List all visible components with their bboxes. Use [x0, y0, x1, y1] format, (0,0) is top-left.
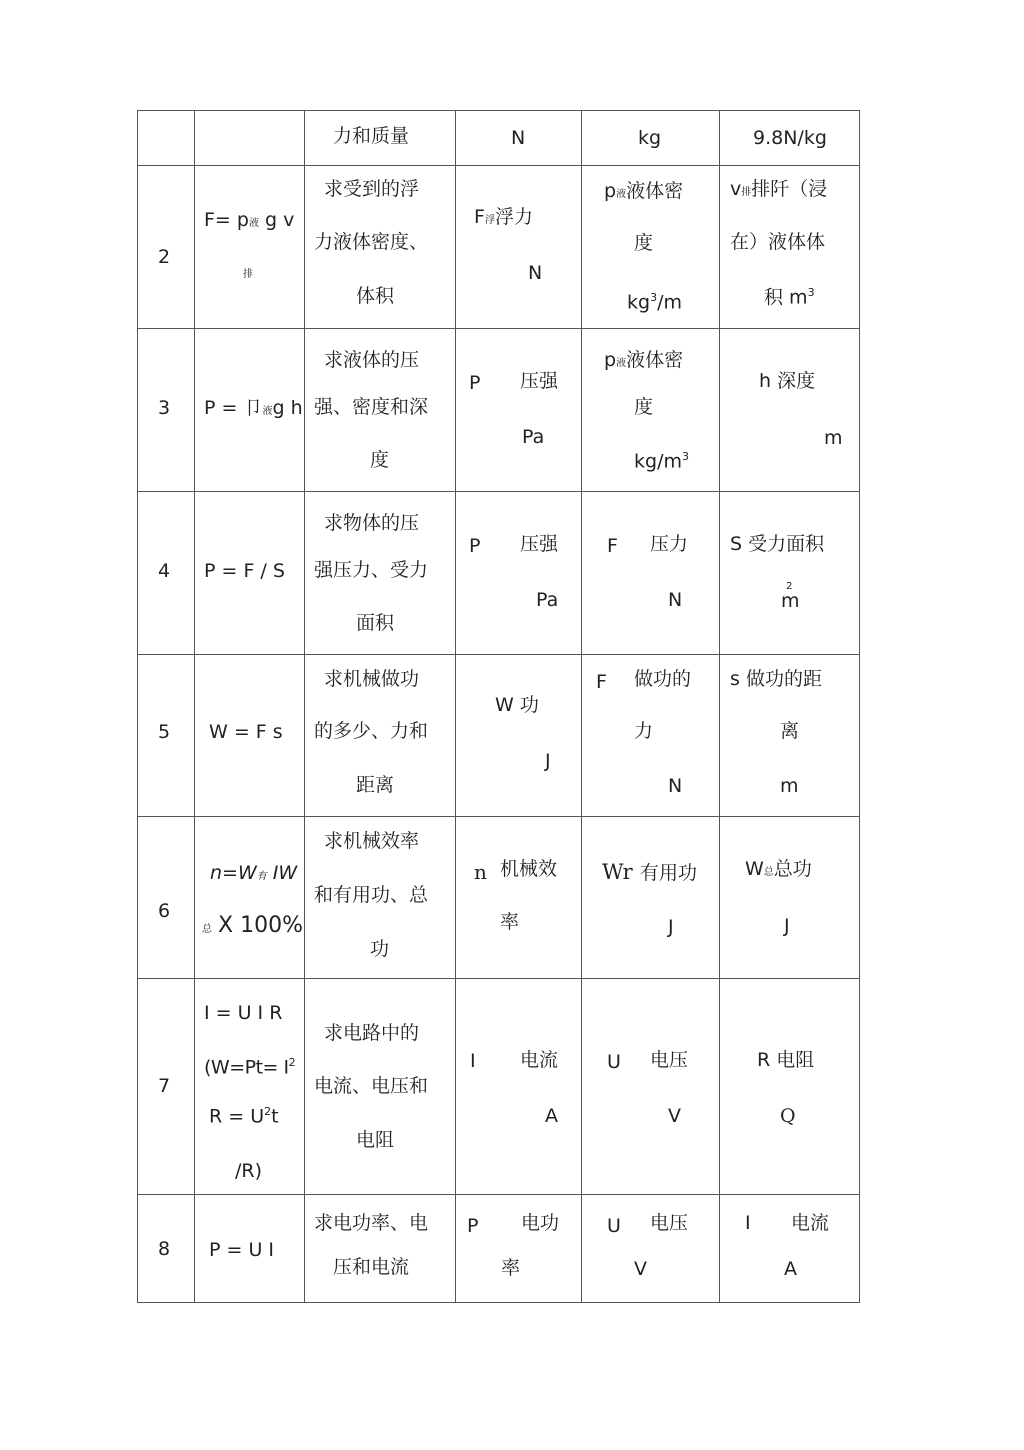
table-row	[138, 655, 860, 817]
quantity-cell: h 深度 m	[720, 329, 860, 492]
table-row	[138, 492, 860, 655]
table-cell	[138, 111, 195, 166]
formula-cell: P = U I	[195, 1195, 305, 1303]
description-cell: 求物体的压 强压力、受力 面积	[305, 492, 456, 655]
row-number: 8	[138, 1195, 195, 1303]
header-c6: 9.8N/kg	[753, 127, 827, 149]
quantity-cell: S 受力面积 2 m	[720, 492, 860, 655]
table-cell	[305, 111, 456, 166]
quantity-cell: P 压强 Pa	[456, 492, 582, 655]
header-c4: N	[511, 127, 526, 149]
quantity-cell: v排排阡（浸 在）液体体 积 $m^3$	[720, 166, 860, 329]
formula-cell: W = F s	[195, 655, 305, 817]
quantity-cell: W总总功 J	[720, 817, 860, 979]
row-number: 4	[138, 492, 195, 655]
quantity-cell: W 功 J	[456, 655, 582, 817]
description-cell: 求液体的压 强、密度和深 度	[305, 329, 456, 492]
quantity-cell: U 电压 V	[582, 1195, 720, 1303]
table-row	[138, 329, 860, 492]
description-cell: 求受到的浮 力液体密度、 体积	[305, 166, 456, 329]
formula-table	[137, 110, 860, 1303]
row-number: 3	[138, 329, 195, 492]
description-cell: 求机械做功 的多少、力和 距离	[305, 655, 456, 817]
description-cell: 求电功率、电 压和电流	[305, 1195, 456, 1303]
formula-cell: P = 卩液g h	[195, 329, 305, 492]
quantity-cell: p液液体密 度 $kg/m^3$	[582, 329, 720, 492]
row-number: 2	[138, 166, 195, 329]
quantity-cell: I 电流 A	[720, 1195, 860, 1303]
quantity-cell: F 压力 N	[582, 492, 720, 655]
description-cell: 求机械效率 和有用功、总 功	[305, 817, 456, 979]
row-number: 6	[138, 817, 195, 979]
table-row	[138, 1195, 860, 1303]
description-cell: 求电路中的 电流、电压和 电阻	[305, 979, 456, 1195]
quantity-cell: R 电阻 Q	[720, 979, 860, 1195]
header-c3: 力和质量	[333, 125, 410, 147]
table-row	[138, 979, 860, 1195]
quantity-cell: F浮浮力 N	[456, 166, 582, 329]
quantity-cell: n 机械效 率	[456, 817, 582, 979]
quantity-cell: I 电流 A	[456, 979, 582, 1195]
formula-cell: F= p液 g v 排	[195, 166, 305, 329]
formula-cell: P = F / S	[195, 492, 305, 655]
formula-cell: I = U I R ($W=Pt= I^2$ $R = U^2t$ /R)	[195, 979, 305, 1195]
row-number: 7	[138, 979, 195, 1195]
table-cell	[195, 111, 305, 166]
quantity-cell: Wr 有用功 J	[582, 817, 720, 979]
header-c5: kg	[638, 127, 662, 149]
table-cell	[456, 111, 582, 166]
quantity-cell: s 做功的距 离 m	[720, 655, 860, 817]
quantity-cell: U 电压 V	[582, 979, 720, 1195]
quantity-cell: P 电功 率	[456, 1195, 582, 1303]
quantity-cell: P 压强 Pa	[456, 329, 582, 492]
table-row	[138, 166, 860, 329]
table-row	[138, 111, 860, 166]
quantity-cell: F 做功的 力 N	[582, 655, 720, 817]
row-number: 5	[138, 655, 195, 817]
table-cell	[720, 111, 860, 166]
quantity-cell: p液液体密 度 $kg^3/m$	[582, 166, 720, 329]
formula-cell: n=W有 IW 总 X 100%	[195, 817, 305, 979]
table-cell	[582, 111, 720, 166]
table-row	[138, 817, 860, 979]
